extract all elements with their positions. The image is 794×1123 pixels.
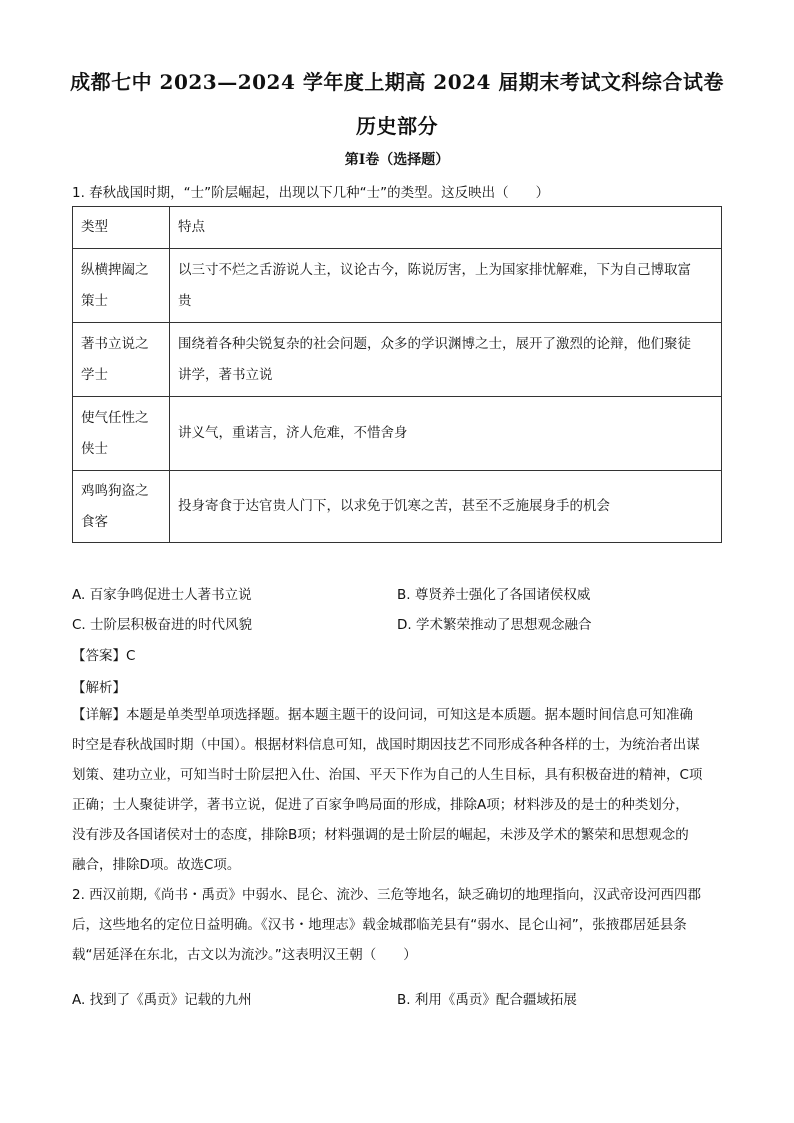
q2-option-a: A. 找到了《禹贡》记载的九州 (72, 992, 252, 1008)
detail-line: 正确；士人聚徒讲学，著书立说，促进了百家争鸣局面的形成，排除A项；材料涉及的是士的种类划分， (72, 797, 689, 813)
q1-stem: 1. 春秋战国时期，“士”阶层崛起，出现以下几种“士”的类型。这反映出（ ） (72, 185, 550, 201)
detail-line: 融合，排除D项。故选C项。 (72, 857, 241, 873)
q1-option-b: B. 尊贤养士强化了各国诸侯权威 (397, 587, 591, 603)
header-cell-type: 类型 (73, 207, 170, 249)
feature-cell (170, 323, 722, 397)
type-line: 纵横捭阖之 (81, 261, 149, 278)
table-row (73, 249, 722, 323)
type-cell (73, 323, 170, 397)
type-line: 策士 (81, 292, 108, 309)
header-cell-feature: 特点 (170, 207, 722, 249)
type-line: 学士 (81, 366, 108, 383)
subject-title: 历史部分 (356, 114, 438, 138)
table-row (73, 471, 722, 543)
type-cell (73, 471, 170, 543)
q1-option-a: A. 百家争鸣促进士人著书立说 (72, 587, 252, 603)
feature-line: 贵 (178, 292, 192, 309)
stem-line: 后，这些地名的定位日益明确。《汉书・地理志》载金城郡临羌县有“弱水、昆仑山祠”，张掖郡居延县条 (72, 917, 687, 933)
feature-line: 讲学，著书立说 (178, 366, 273, 383)
q1-option-d: D. 学术繁荣推动了思想观念融合 (397, 617, 592, 633)
type-line: 著书立说之 (81, 335, 149, 352)
q1-detail (72, 700, 724, 880)
detail-line: 没有涉及各国诸侯对士的态度，排除B项；材料强调的是士阶层的崛起，未涉及学术的繁荣和思想观念的 (72, 827, 689, 843)
detail-line: 时空是春秋战国时期（中国）。根据材料信息可知，战国时期因技艺不同形成各种各样的士，为统治者出谋 (72, 737, 700, 753)
type-line: 侠士 (81, 440, 108, 457)
type-line: 鸡鸣狗盗之 (81, 482, 149, 499)
type-line: 食客 (81, 513, 108, 530)
feature-line: 围绕着各种尖锐复杂的社会问题，众多的学识渊博之士，展开了激烈的论辩，他们聚徒 (178, 335, 691, 352)
type-cell (73, 397, 170, 471)
answer-label: 【答案】C (72, 648, 136, 664)
detail-line: 划策、建功立业，可知当时士阶层把入仕、治国、平天下作为自己的人生目标，具有积极奋进的精神，C项 (72, 767, 703, 783)
q2-option-b: B. 利用《禹贡》配合疆域拓展 (397, 992, 577, 1008)
type-line: 使气任性之 (81, 409, 149, 426)
table-row (73, 397, 722, 471)
stem-line: 载“居延泽在东北，古文以为流沙。”这表明汉王朝（ ） (72, 947, 417, 963)
feature-line: 以三寸不烂之舌游说人主，议论古今，陈说厉害，上为国家排忧解难，下为自己博取富 (178, 261, 691, 278)
type-cell (73, 249, 170, 323)
table-header-row (73, 207, 722, 249)
table-row (73, 323, 722, 397)
section-heading: 第Ⅰ卷（选择题） (344, 152, 450, 168)
exam-title: 成都七中 2023—2024 学年度上期高 2024 届期末考试文科综合试卷 (70, 70, 724, 94)
feature-cell: 投身寄食于达官贵人门下，以求免于饥寒之苦，甚至不乏施展身手的机会 (170, 471, 722, 543)
q1-option-c: C. 士阶层积极奋进的时代风貌 (72, 617, 253, 633)
detail-line: 【详解】本题是单类型单项选择题。据本题主题干的设问词，可知这是本质题。据本题时间信息可知准确 (72, 707, 693, 723)
q1-table (72, 206, 722, 543)
analysis-label: 【解析】 (72, 680, 126, 696)
q2-stem (72, 880, 724, 970)
feature-cell: 讲义气，重诺言，济人危难，不惜舍身 (170, 397, 722, 471)
stem-line: 2. 西汉前期,《尚书・禹贡》中弱水、昆仑、流沙、三危等地名，缺乏确切的地理指向，汉武帝设河西四郡 (72, 887, 701, 903)
feature-cell (170, 249, 722, 323)
